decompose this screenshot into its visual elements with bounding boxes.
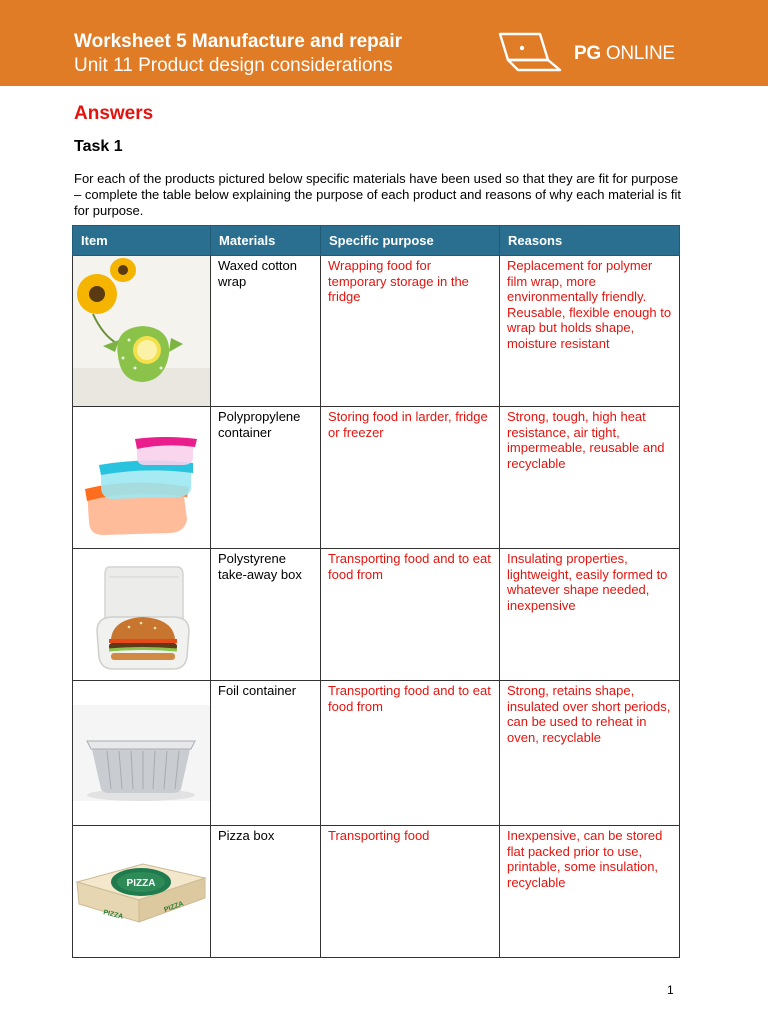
logo-wordmark	[574, 43, 675, 65]
item-cell	[73, 826, 211, 958]
header-materials: Materials	[211, 226, 321, 256]
pizza-box-lid-label: PIZZA	[126, 878, 156, 889]
material-cell: Polypropylene container	[211, 407, 321, 549]
reasons-cell: Inexpensive, can be stored flat packed prior to use, printable, some insulation, recyclable	[500, 826, 680, 958]
logo-brand: PG	[574, 43, 601, 64]
unit-subtitle: Unit 11 Product design considerations	[74, 55, 393, 76]
laptop-icon	[496, 30, 568, 74]
item-cell	[73, 681, 211, 826]
material-cell: Polystyrene take-away box	[211, 549, 321, 681]
worksheet-title: Worksheet 5 Manufacture and repair	[74, 31, 403, 52]
foil-tray-image	[73, 681, 210, 825]
task-title: Task 1	[74, 138, 123, 155]
table-header-row	[73, 226, 680, 256]
reasons-cell: Strong, tough, high heat resistance, air tight, impermeable, reusable and recyclable	[500, 407, 680, 549]
pizza-box-front-label: PIZZA	[163, 900, 185, 914]
table-row	[73, 826, 680, 958]
material-cell: Pizza box	[211, 826, 321, 958]
item-cell	[73, 549, 211, 681]
reasons-cell: Replacement for polymer film wrap, more environmentally friendly. Reusable, flexible enough to wrap but holds shape, moisture resistant	[500, 256, 680, 407]
task-intro: For each of the products pictured below specific materials have been used so that they are fit for purpose – complete the table below explaining the purpose of each product and reasons of why each material is fit for purpose.	[74, 171, 682, 218]
item-cell	[73, 407, 211, 549]
material-cell: Foil container	[211, 681, 321, 826]
table-row	[73, 407, 680, 549]
logo-suffix: ONLINE	[605, 43, 675, 64]
purpose-cell: Wrapping food for temporary storage in the fridge	[321, 256, 500, 407]
reasons-cell: Insulating properties, lightweight, easily formed to whatever shape needed, inexpensive	[500, 549, 680, 681]
pizza-box-side-label: PIZZA	[102, 909, 124, 921]
page-number: 1	[667, 983, 674, 997]
material-cell: Waxed cotton wrap	[211, 256, 321, 407]
pizza-box-image	[73, 826, 210, 957]
burger-box-image	[73, 549, 210, 680]
header-reasons: Reasons	[500, 226, 680, 256]
plastic-containers-image	[73, 407, 210, 548]
table-row	[73, 256, 680, 407]
answers-heading: Answers	[74, 103, 154, 124]
table-row	[73, 549, 680, 681]
reasons-cell: Strong, retains shape, insulated over short periods, can be used to reheat in oven, recyclable	[500, 681, 680, 826]
purpose-cell: Transporting food and to eat food from	[321, 681, 500, 826]
materials-table	[72, 225, 680, 958]
pg-online-logo	[496, 30, 686, 74]
header-item: Item	[73, 226, 211, 256]
header-specific-purpose: Specific purpose	[321, 226, 500, 256]
purpose-cell: Storing food in larder, fridge or freezer	[321, 407, 500, 549]
table-row	[73, 681, 680, 826]
purpose-cell: Transporting food	[321, 826, 500, 958]
item-cell	[73, 256, 211, 407]
waxed-wrap-lemon-image	[73, 256, 210, 406]
header-banner	[0, 0, 768, 86]
purpose-cell: Transporting food and to eat food from	[321, 549, 500, 681]
